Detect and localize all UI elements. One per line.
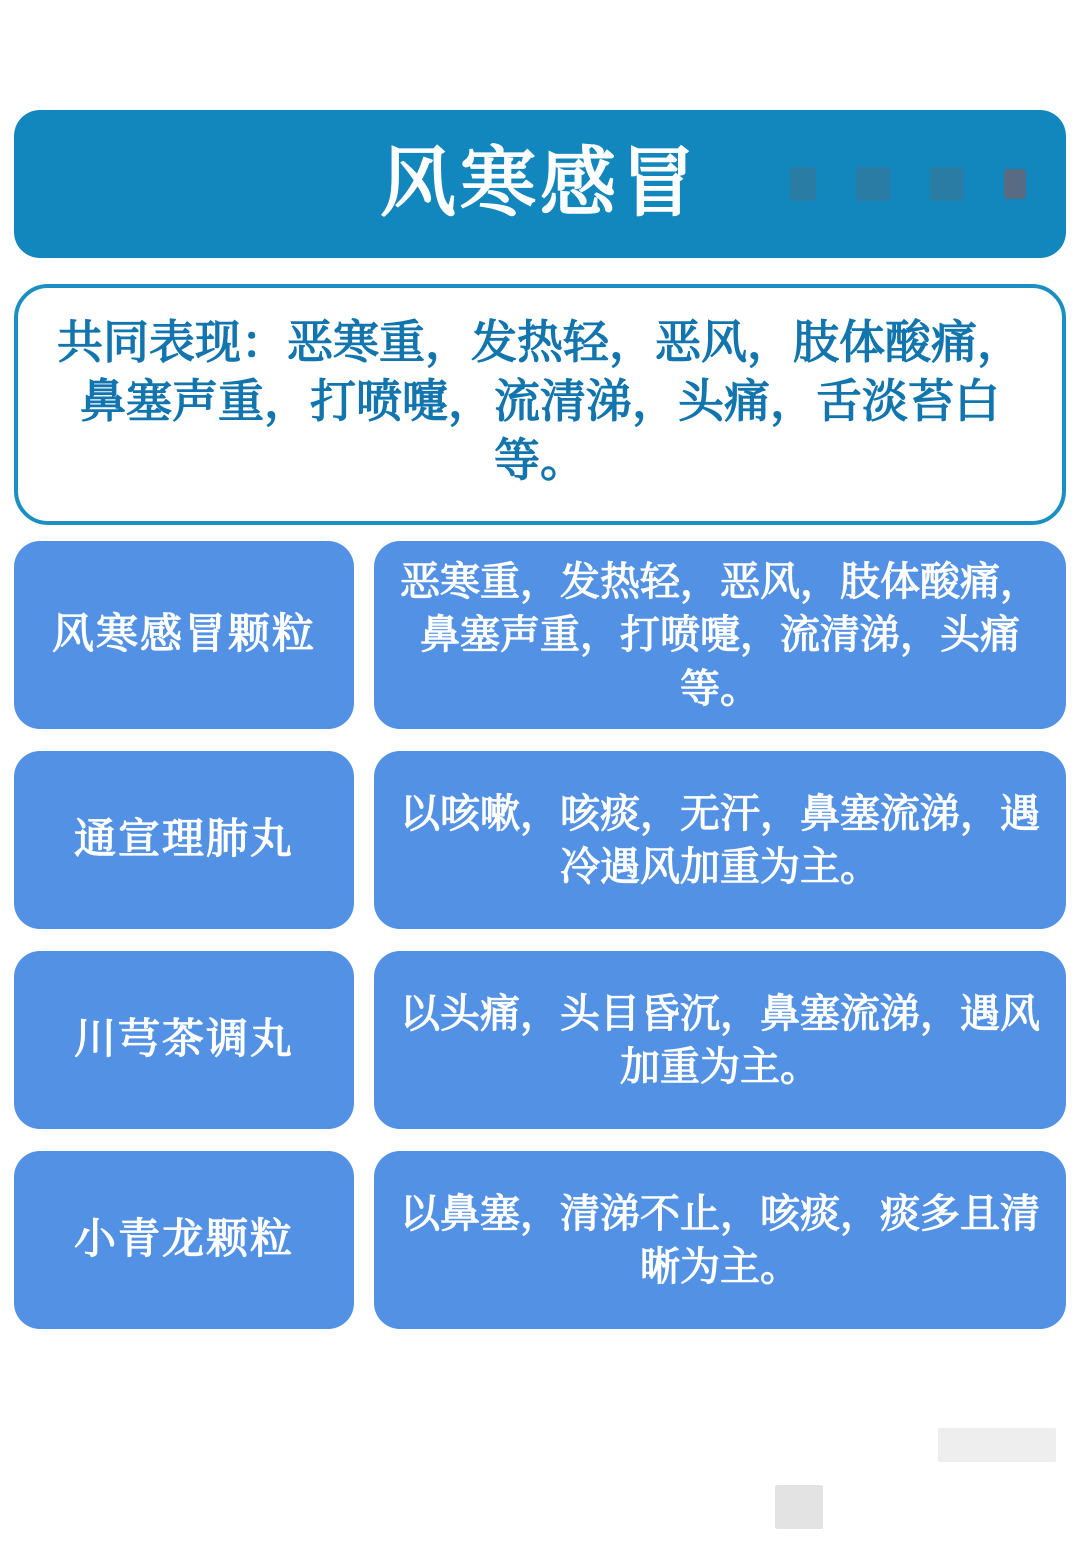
remedy-list: [14, 541, 1066, 1330]
remedy-name-cell: [14, 1151, 354, 1329]
table-row: [14, 541, 1066, 730]
remedy-desc-cell: [374, 751, 1066, 929]
remedy-description: 以咳嗽，咳痰，无汗，鼻塞流涕，遇冷遇风加重为主。: [400, 790, 1040, 890]
remedy-name: 风寒感冒颗粒: [51, 611, 316, 658]
watermark-bottom-right: [938, 1428, 1056, 1462]
remedy-name-cell: [14, 951, 354, 1129]
watermark-bottom-center: [775, 1485, 823, 1529]
poster-page: [0, 110, 1080, 1550]
remedy-desc-cell: [374, 541, 1066, 730]
remedy-name: 川芎茶调丸: [73, 1017, 294, 1064]
remedy-name: 小青龙颗粒: [73, 1217, 294, 1264]
table-row: [14, 751, 1066, 929]
watermark-mark-3: [930, 167, 964, 201]
remedy-description: 以头痛，头目昏沉，鼻塞流涕，遇风加重为主。: [400, 990, 1040, 1090]
table-row: [14, 1151, 1066, 1329]
watermark-mark-4: [1004, 169, 1026, 199]
title-banner: [14, 110, 1066, 258]
watermark-group: [790, 167, 1026, 201]
common-symptoms-text: 共同表现：恶寒重，发热轻，恶风，肢体酸痛，鼻塞声重，打喷嚏，流清涕，头痛，舌淡苔白等。: [57, 317, 1023, 486]
page-title: 风寒感冒: [380, 142, 700, 226]
remedy-name-cell: [14, 541, 354, 730]
table-row: [14, 951, 1066, 1129]
watermark-mark-2: [856, 167, 890, 201]
remedy-name-cell: [14, 751, 354, 929]
remedy-desc-cell: [374, 951, 1066, 1129]
watermark-mark-1: [790, 167, 816, 201]
remedy-name: 通宣理肺丸: [73, 817, 294, 864]
common-symptoms-box: [14, 284, 1066, 525]
remedy-description: 以鼻塞，清涕不止，咳痰，痰多且清晰为主。: [400, 1190, 1040, 1290]
remedy-desc-cell: [374, 1151, 1066, 1329]
remedy-description: 恶寒重，发热轻，恶风，肢体酸痛，鼻塞声重，打喷嚏，流清涕，头痛等。: [400, 558, 1040, 711]
